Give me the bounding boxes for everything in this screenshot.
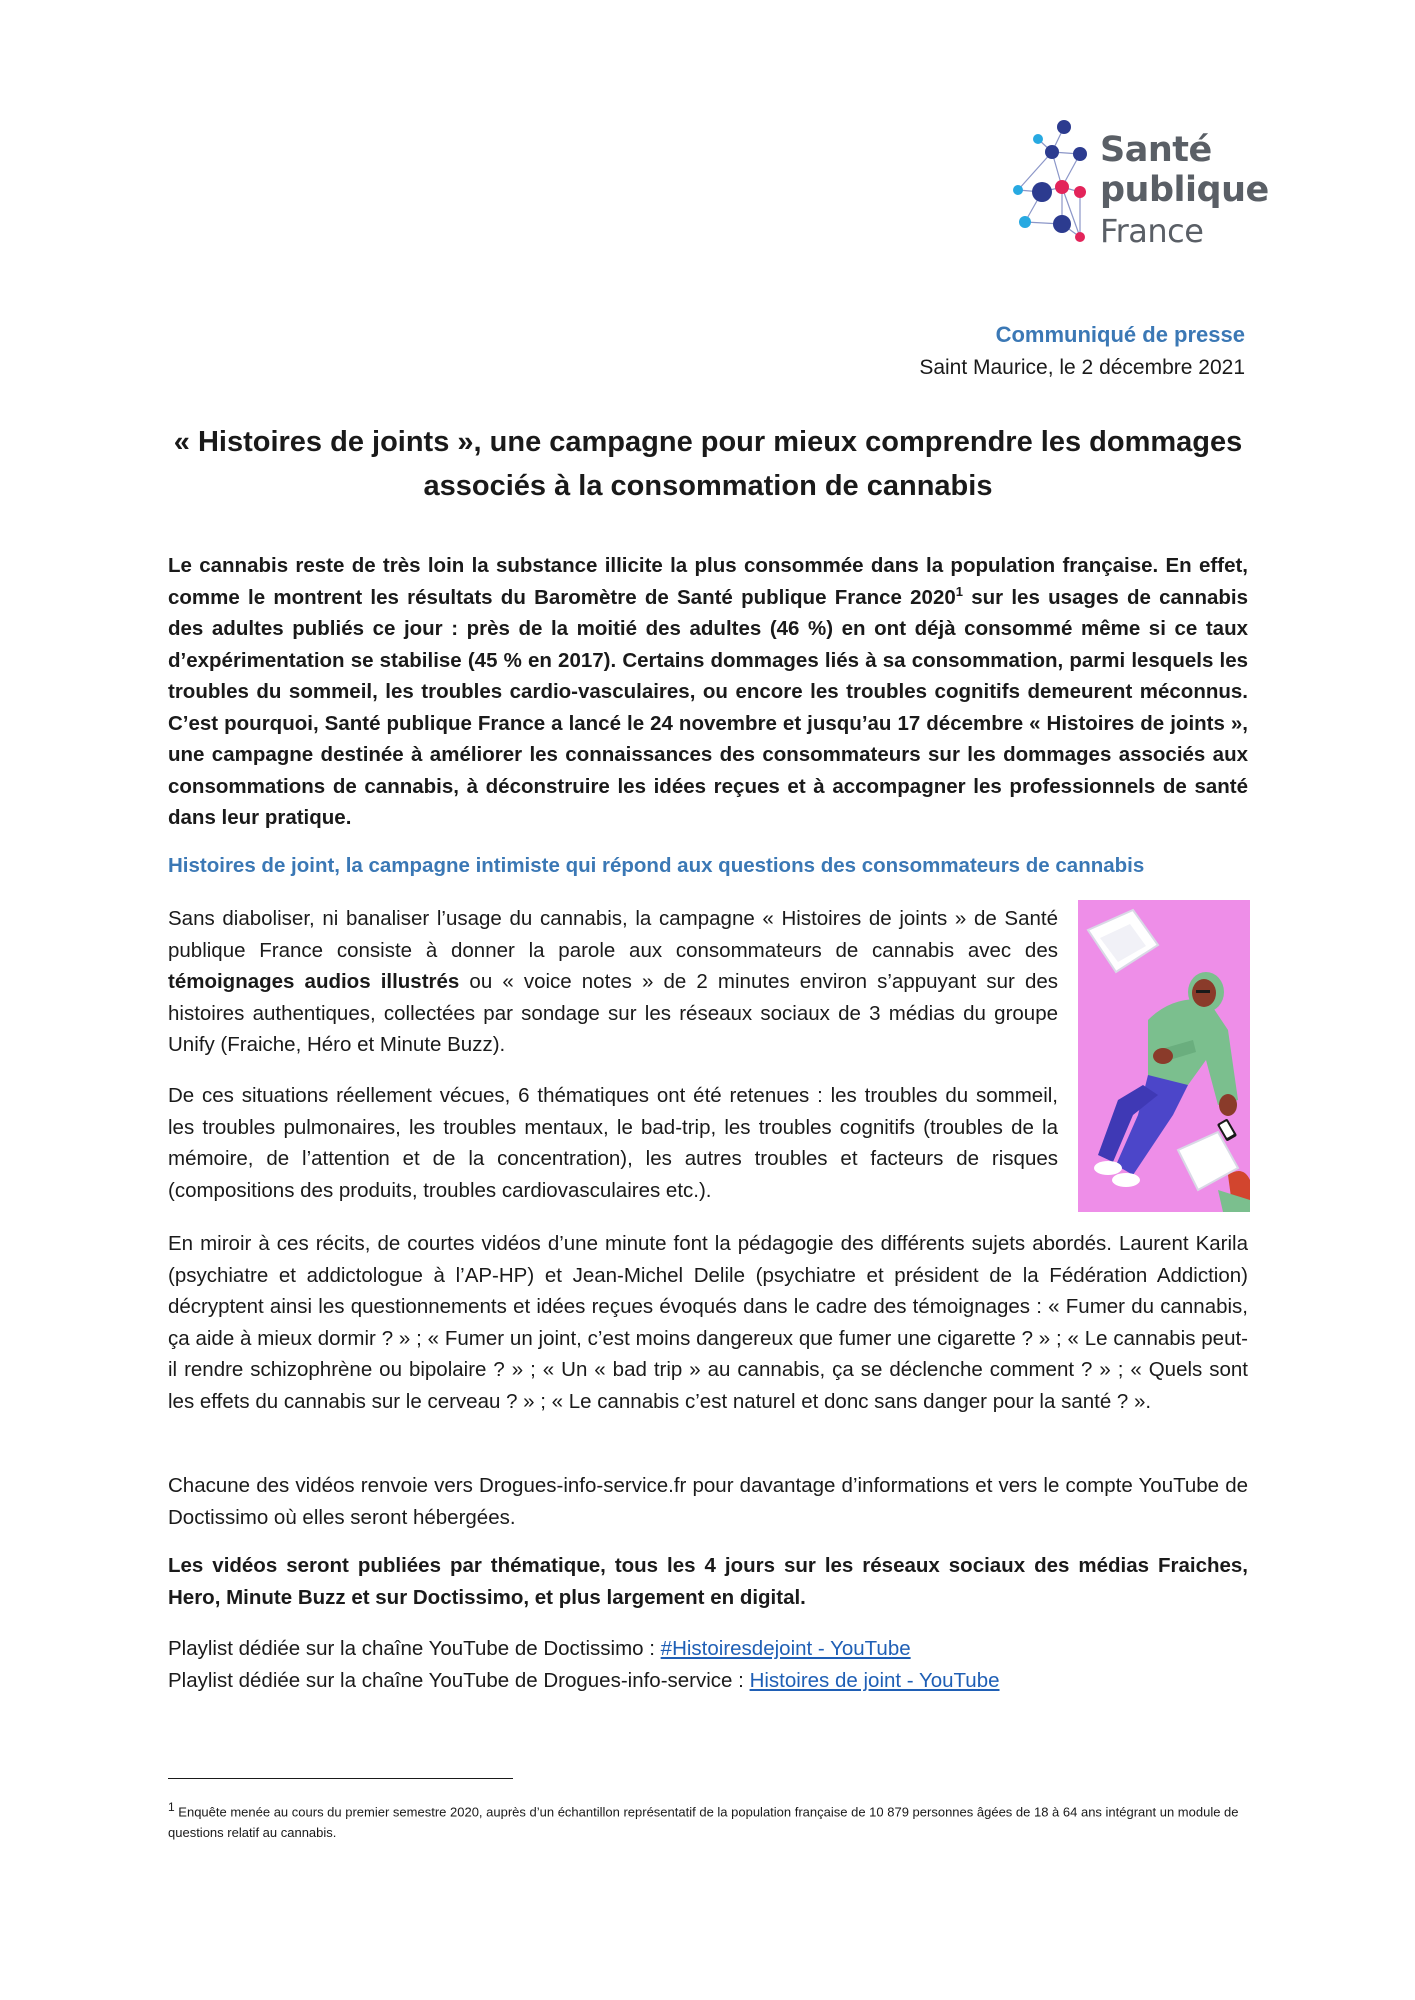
- paragraph-publication: Les vidéos seront publiées par thématique, tous les 4 jours sur les réseaux sociaux des médias Fraiches, Hero, Minute Buzz et sur Doctissimo, et plus largement en digital.: [168, 1554, 1248, 1609]
- paragraph-links-info: Chacune des vidéos renvoie vers Drogues-info-service.fr pour davantage d’informations et vers le compte YouTube de Doctissimo où elles seront hébergées.: [168, 1474, 1248, 1529]
- section-subheading: Histoires de joint, la campagne intimiste qui répond aux questions des consommateurs de cannabis: [168, 854, 1145, 877]
- playlist-label: Playlist dédiée sur la chaîne YouTube de Doctissimo :: [168, 1637, 661, 1660]
- playlist-label: Playlist dédiée sur la chaîne YouTube de Drogues-info-service :: [168, 1668, 750, 1692]
- logo-text-line2: publique: [1100, 170, 1269, 210]
- logo-network-icon: [1000, 112, 1100, 262]
- footnote-number: 1: [168, 1800, 175, 1814]
- logo-text-line3: France: [1100, 212, 1204, 250]
- playlist-doctissimo: [168, 1633, 1248, 1665]
- playlist-links: [168, 1633, 1248, 1696]
- playlist-link-doctissimo[interactable]: #Histoiresdejoint - YouTube: [660, 1637, 911, 1660]
- lead-text-part1: Le cannabis reste de très loin la substance illicite la plus consommée dans la population française. En effet, comme le montrent les résultats du Baromètre de Santé publique France 2020: [168, 554, 1248, 609]
- lead-text-part2: sur les usages de cannabis des adultes publiés ce jour : près de la moitié des adultes (46 %) en ont déjà consommé même si ce taux d’expérimentation se stabilise (45 % en 2017). Certains dommages liés à sa consommation, parmi lesquels les troubles du sommeil, les troubles cardio-vasculaires, ou encore les troubles cognitifs demeurent méconnus. C’est pourquoi, Santé publique France a lancé le 24 novembre et jusqu’au 17 décembre « Histoires de joints », une campagne destinée à améliorer les connaissances des consommateurs sur les dommages associés aux consommations de cannabis, à déconstruire les idées reçues et à accompagner les professionnels de santé dans leur pratique.: [168, 585, 1248, 829]
- lead-paragraph: [168, 550, 1248, 834]
- page-title: « Histoires de joints », une campagne pour mieux comprendre les dommages associés à la consommation de cannabis: [173, 426, 1243, 502]
- footnote-text: Enquête menée au cours du premier semestre 2020, auprès d’un échantillon représentatif de la population française de 10 879 personnes âgées de 18 à 64 ans intégrant un module de questions relatif au cannabis.: [168, 1804, 1239, 1841]
- p1-before: Sans diaboliser, ni banaliser l’usage du cannabis, la campagne « Histoires de joints » de Santé publique France consiste à donner la parole aux consommateurs de cannabis avec des: [168, 907, 1058, 962]
- document-type: Communiqué de presse: [995, 322, 1245, 347]
- footnote-divider: [168, 1778, 513, 1779]
- playlist-drogues-info-service: [168, 1665, 1248, 1697]
- paragraph-themes: De ces situations réellement vécues, 6 thématiques ont été retenues : les troubles du sommeil, les troubles pulmonaires, les troubles mentaux, le bad-trip, les troubles cognitifs (troubles de la mémoire, de l’attention et de la concentration), les autres troubles et facteurs de risques (compositions des produits, troubles cardiovasculaires etc.).: [168, 1084, 1058, 1202]
- paragraph-testimonials: [168, 903, 1058, 1061]
- logo-text-line1: Santé: [1100, 130, 1212, 170]
- playlist-link-drogues-info-service[interactable]: Histoires de joint - YouTube: [749, 1668, 1000, 1692]
- footnote-reference[interactable]: 1: [955, 583, 963, 599]
- p1-after: ou « voice notes » de 2 minutes environ s’appuyant sur des histoires authentiques, collectées par sondage sur les réseaux sociaux de 3 médias du groupe Unify (Fraiche, Héro et Minute Buzz).: [168, 970, 1058, 1056]
- p1-bold: témoignages audios illustrés: [168, 970, 460, 993]
- footnote: [168, 1797, 1248, 1843]
- campaign-illustration: [1078, 900, 1250, 1212]
- place-date: Saint Maurice, le 2 décembre 2021: [919, 356, 1245, 379]
- sante-publique-france-logo: [1000, 112, 1270, 262]
- paragraph-videos: En miroir à ces récits, de courtes vidéos d’une minute font la pédagogie des différents sujets abordés. Laurent Karila (psychiatre et addictologue à l’AP-HP) et Jean-Michel Delile (psychiatre et président de la Fédération Addiction) décryptent ainsi les questionnements et idées reçues évoqués dans le cadre des témoignages : « Fumer du cannabis, ça aide à mieux dormir ? » ; « Fumer un joint, c’est moins dangereux que fumer une cigarette ? » ; « Le cannabis peut-il rendre schizophrène ou bipolaire ? » ; « Un « bad trip » au cannabis, ça se déclenche comment ? » ; « Quels sont les effets du cannabis sur le cerveau ? » ; « Le cannabis c’est naturel et donc sans danger pour la santé ? ».: [168, 1232, 1248, 1413]
